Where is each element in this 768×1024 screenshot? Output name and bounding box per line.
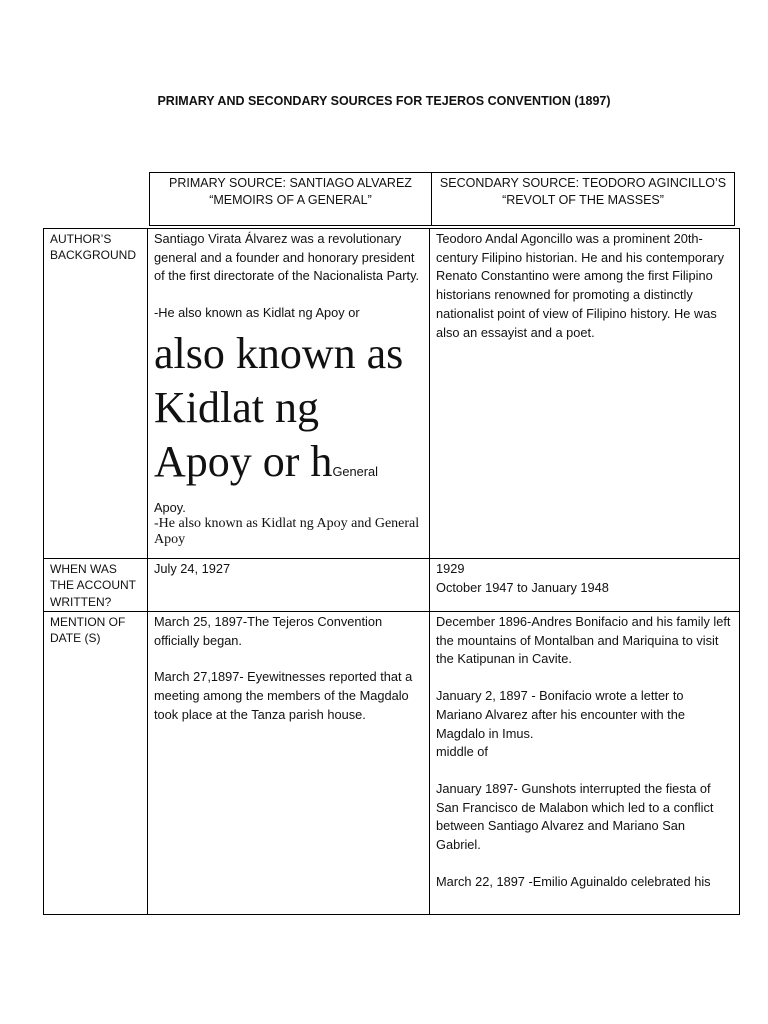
primary-dates-cell	[148, 612, 430, 915]
secondary-written-year: 1929	[436, 561, 465, 576]
primary-date-entry: March 27,1897- Eyewitnesses reported that a meeting among the members of the Magdalo took place at the Tanza parish house.	[154, 669, 413, 722]
secondary-date-entry: January 2, 1897 - Bonifacio wrote a letter to Mariano Alvarez after his encounter with the Magdalo in Imus.	[436, 688, 685, 741]
secondary-date-entry: December 1896-Andres Bonifacio and his family left the mountains of Montalban and Mariquina to visit the Katipunan in Cavite.	[436, 614, 731, 667]
primary-background-text: Santiago Virata Álvarez was a revolutionary general and a founder and honorary president of the first directorate of the Nacionalista Party.	[154, 231, 420, 284]
secondary-source-work: “REVOLT OF THE MASSES”	[502, 193, 664, 207]
row-label-written: WHEN WAS THE ACCOUNT WRITTEN?	[44, 559, 148, 612]
primary-alias-summary: -He also known as Kidlat ng Apoy and General Apoy	[154, 515, 420, 547]
primary-alias-large-suffix: General	[332, 463, 378, 479]
secondary-written-cell	[430, 559, 740, 612]
primary-source-work: “MEMOIRS OF A GENERAL”	[209, 193, 372, 207]
row-label-dates: MENTION OF DATE (S)	[44, 612, 148, 915]
secondary-background-cell	[430, 229, 740, 559]
primary-written-date: July 24, 1927	[154, 561, 231, 576]
secondary-date-entry: March 22, 1897 -Emilio Aguinaldo celebrated his	[436, 873, 711, 889]
secondary-source-header	[432, 173, 734, 225]
primary-alias-large-main: also known as Kidlat ng Apoy or h	[154, 328, 404, 486]
primary-background-cell	[148, 229, 430, 559]
secondary-date-entry: January 1897- Gunshots interrupted the fiesta of San Francisco de Malabon which led to a conflict between Santiago Alvarez and Mariano San Gabriel.	[436, 780, 714, 853]
primary-written-cell	[148, 559, 430, 612]
document-title: PRIMARY AND SECONDARY SOURCES FOR TEJEROS CONVENTION (1897)	[157, 94, 611, 108]
comparison-table	[43, 228, 740, 915]
primary-source-title: PRIMARY SOURCE: SANTIAGO ALVAREZ	[169, 176, 412, 190]
primary-alias-end: Apoy.	[154, 499, 186, 515]
table-row-dates	[44, 612, 740, 915]
secondary-source-title: SECONDARY SOURCE: TEODORO AGINCILLO’S	[439, 176, 727, 190]
source-header-table	[149, 172, 735, 226]
primary-alias-large-text	[154, 327, 423, 499]
primary-alias-text: -He also known as Kidlat ng Apoy or	[154, 305, 360, 321]
primary-source-header	[150, 173, 432, 225]
secondary-background-text: Teodoro Andal Agoncillo was a prominent 20th-century Filipino historian. He and his contemporary Renato Constantino were among the first Filipino historians renowned for promoting a distinctly nationalist point of view of Filipino history. He was also an essayist and a poet.	[436, 231, 725, 340]
secondary-date-fragment: middle of	[436, 744, 488, 760]
secondary-written-range: October 1947 to January 1948	[436, 579, 609, 595]
table-row-written	[44, 559, 740, 612]
primary-date-entry: March 25, 1897-The Tejeros Convention officially began.	[154, 614, 383, 648]
secondary-dates-cell	[430, 612, 740, 915]
row-label-background: AUTHOR’S BACKGROUND	[44, 229, 148, 559]
table-row-background	[44, 229, 740, 559]
